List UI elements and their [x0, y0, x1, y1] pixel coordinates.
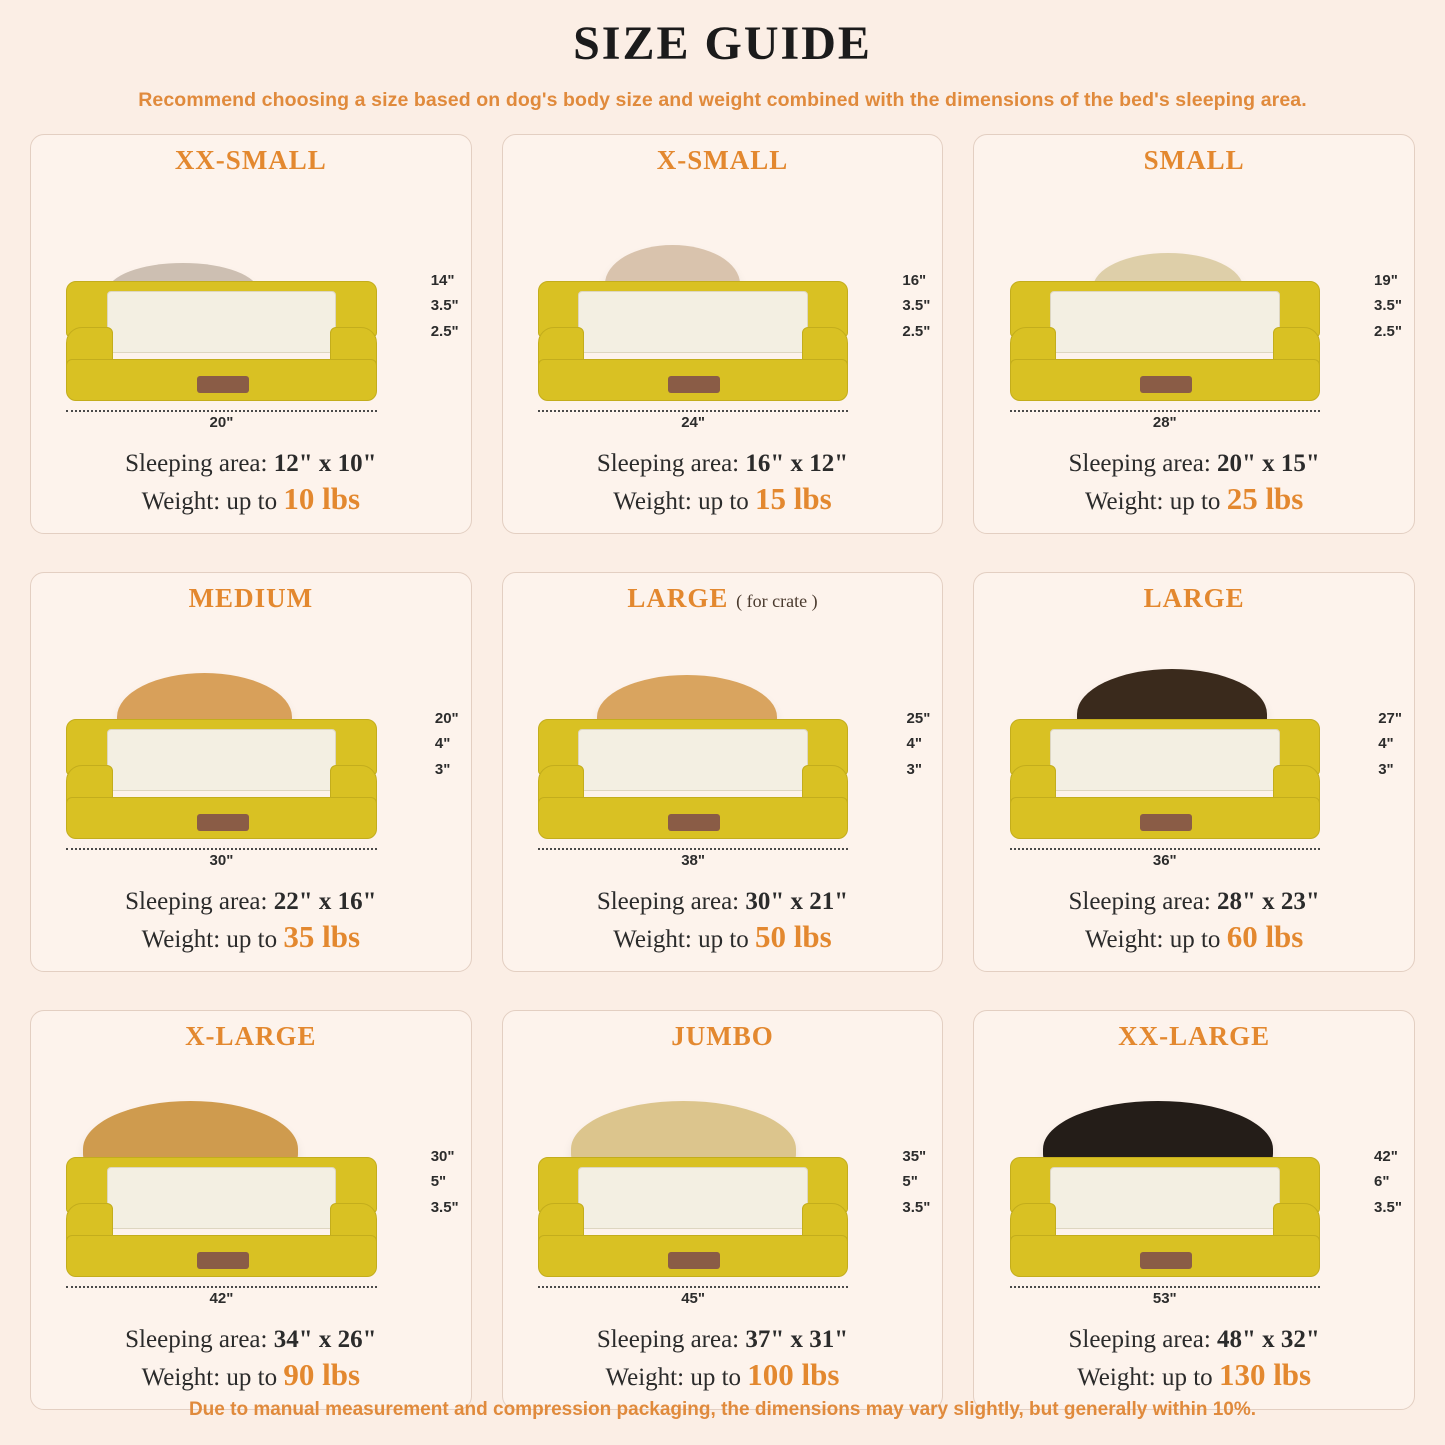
weight-label: Weight:	[1077, 1363, 1162, 1391]
bed-illustration	[41, 183, 461, 447]
page-title: SIZE GUIDE	[573, 17, 872, 70]
vertical-dimensions	[431, 1149, 459, 1226]
weight-line	[41, 481, 461, 517]
size-name: SMALL	[1143, 144, 1245, 175]
sleeping-area-label: Sleeping area:	[125, 1326, 274, 1354]
weight-label: Weight:	[141, 925, 227, 953]
weight-up-to: up to	[690, 1363, 748, 1391]
sleeping-area-label: Sleeping area:	[125, 450, 274, 478]
bed-sleeping-surface	[578, 1167, 808, 1229]
dim-back: 3.5"	[430, 297, 459, 315]
dim-height: 16"	[902, 271, 927, 289]
sleeping-area-line	[513, 447, 933, 481]
size-specs	[984, 1323, 1404, 1399]
size-name: MEDIUM	[188, 582, 314, 613]
dim-base: 3.5"	[902, 1198, 931, 1216]
dim-back: 4"	[906, 735, 922, 753]
size-name: XX-SMALL	[174, 144, 327, 175]
dim-width: 20"	[209, 414, 234, 432]
size-specs	[41, 885, 461, 961]
brand-tag	[197, 376, 249, 393]
weight-value: 10 lbs	[283, 480, 361, 516]
sleeping-area-label: Sleeping area:	[1068, 450, 1218, 478]
dim-width: 53"	[1152, 1290, 1177, 1308]
size-card-title	[513, 1020, 933, 1057]
sleeping-area-label: Sleeping area:	[596, 450, 746, 478]
size-card-xx-large-8	[973, 1010, 1415, 1410]
dog-bed-graphic	[1010, 719, 1321, 839]
brand-tag	[668, 376, 720, 393]
width-dimension	[538, 410, 849, 431]
sleeping-area-line	[513, 1323, 933, 1357]
dim-base: 3"	[1378, 760, 1394, 778]
sleeping-area-line	[984, 447, 1404, 481]
dog-bed-graphic	[538, 281, 849, 401]
bed-illustration	[41, 1059, 461, 1323]
size-card-title	[984, 582, 1404, 619]
bed-sleeping-surface	[107, 291, 337, 353]
bed-sleeping-surface	[1050, 1167, 1280, 1229]
width-rule	[66, 1286, 377, 1288]
sleeping-area-value: 28" x 23"	[1217, 888, 1320, 916]
vertical-dimensions	[902, 273, 930, 350]
size-card-xx-small-0	[30, 134, 472, 534]
dog-bed-graphic	[1010, 281, 1321, 401]
sleeping-area-value: 12" x 10"	[273, 450, 377, 478]
bed-illustration	[513, 1059, 933, 1323]
size-name: LARGE	[627, 582, 729, 613]
width-dimension	[66, 1286, 377, 1307]
size-card-x-large-6	[30, 1010, 472, 1410]
dim-height: 14"	[430, 271, 455, 289]
width-dimension	[538, 1286, 849, 1307]
bed-sleeping-surface	[1050, 291, 1280, 353]
weight-value: 50 lbs	[755, 918, 832, 954]
vertical-dimensions	[435, 711, 459, 788]
dim-back: 3.5"	[902, 297, 931, 315]
dim-width: 38"	[681, 852, 706, 870]
size-card-title	[984, 144, 1404, 181]
brand-tag	[197, 814, 249, 831]
size-card-medium-3	[30, 572, 472, 972]
sleeping-area-line	[984, 1323, 1404, 1357]
size-specs	[984, 447, 1404, 523]
size-specs	[41, 447, 461, 523]
brand-tag	[197, 1252, 249, 1269]
dim-back: 4"	[434, 735, 451, 753]
dim-width: 42"	[209, 1290, 234, 1308]
brand-tag	[668, 814, 720, 831]
weight-line	[513, 481, 933, 517]
sleeping-area-value: 37" x 31"	[745, 1326, 849, 1354]
weight-label: Weight:	[613, 925, 699, 953]
weight-value: 100 lbs	[747, 1356, 840, 1392]
sleeping-area-line	[513, 885, 933, 919]
weight-line	[41, 919, 461, 955]
size-specs	[513, 1323, 933, 1399]
vertical-dimensions	[1374, 273, 1402, 350]
sleeping-area-label: Sleeping area:	[1068, 1326, 1218, 1354]
width-rule	[538, 410, 849, 412]
bed-illustration	[984, 183, 1404, 447]
size-card-x-small-1	[502, 134, 944, 534]
weight-line	[984, 481, 1404, 517]
sleeping-area-line	[41, 885, 461, 919]
size-card-grid	[24, 134, 1421, 1410]
weight-label: Weight:	[1084, 487, 1170, 515]
dim-base: 2.5"	[430, 322, 459, 340]
dim-back: 6"	[1374, 1173, 1390, 1191]
weight-up-to: up to	[698, 487, 756, 515]
brand-tag	[1140, 376, 1192, 393]
brand-tag	[1140, 814, 1192, 831]
bed-sleeping-surface	[578, 729, 808, 791]
dim-width: 24"	[681, 414, 706, 432]
dim-base: 3"	[906, 760, 922, 778]
dim-base: 3"	[434, 760, 451, 778]
size-name: X-LARGE	[185, 1020, 317, 1051]
bed-sleeping-surface	[107, 1167, 337, 1229]
size-name: XX-LARGE	[1118, 1020, 1271, 1051]
size-specs	[984, 885, 1404, 961]
size-name: JUMBO	[671, 1020, 774, 1051]
weight-value: 90 lbs	[283, 1356, 361, 1392]
size-note: ( for crate )	[736, 590, 818, 611]
weight-up-to: up to	[226, 487, 284, 515]
weight-value: 130 lbs	[1218, 1356, 1312, 1392]
sleeping-area-value: 16" x 12"	[745, 450, 849, 478]
sleeping-area-label: Sleeping area:	[1068, 888, 1218, 916]
width-dimension	[538, 848, 849, 869]
brand-tag	[668, 1252, 720, 1269]
weight-line	[984, 919, 1404, 955]
dim-back: 4"	[1378, 735, 1394, 753]
bed-illustration	[513, 183, 933, 447]
sleeping-area-label: Sleeping area:	[125, 888, 274, 916]
dim-back: 5"	[430, 1173, 447, 1191]
width-rule	[1010, 410, 1321, 412]
weight-label: Weight:	[141, 487, 227, 515]
sleeping-area-line	[41, 447, 461, 481]
width-rule	[538, 848, 849, 850]
dim-height: 42"	[1374, 1147, 1398, 1165]
sleeping-area-label: Sleeping area:	[596, 888, 746, 916]
bed-illustration	[41, 621, 461, 885]
width-dimension	[1010, 410, 1321, 431]
sleeping-area-label: Sleeping area:	[596, 1326, 746, 1354]
bed-illustration	[984, 621, 1404, 885]
weight-value: 25 lbs	[1226, 480, 1304, 516]
vertical-dimensions	[907, 711, 931, 788]
weight-value: 15 lbs	[755, 480, 832, 516]
dim-base: 3.5"	[1374, 1198, 1402, 1216]
dog-bed-graphic	[538, 1157, 849, 1277]
weight-up-to: up to	[1169, 925, 1227, 953]
size-card-large-5	[973, 572, 1415, 972]
size-card-title	[984, 1020, 1404, 1057]
weight-line	[41, 1357, 461, 1393]
vertical-dimensions	[1374, 1149, 1402, 1226]
dim-height: 19"	[1374, 271, 1398, 289]
weight-line	[984, 1357, 1404, 1393]
width-dimension	[1010, 1286, 1321, 1307]
dim-width: 30"	[209, 852, 234, 870]
size-specs	[513, 885, 933, 961]
weight-label: Weight:	[605, 1363, 691, 1391]
width-dimension	[66, 410, 377, 431]
dog-bed-graphic	[66, 719, 377, 839]
weight-up-to: up to	[226, 925, 284, 953]
size-card-large-4	[502, 572, 944, 972]
dog-bed-graphic	[1010, 1157, 1321, 1277]
weight-line	[513, 919, 933, 955]
dim-height: 27"	[1378, 709, 1402, 727]
size-card-title	[41, 582, 461, 619]
size-card-title	[41, 1020, 461, 1057]
size-card-title	[513, 582, 933, 619]
size-card-title	[41, 144, 461, 181]
width-rule	[66, 410, 377, 412]
sleeping-area-value: 30" x 21"	[745, 888, 849, 916]
weight-up-to: up to	[698, 925, 756, 953]
dim-width: 28"	[1152, 414, 1177, 432]
size-card-small-2	[973, 134, 1415, 534]
brand-tag	[1140, 1252, 1192, 1269]
sleeping-area-value: 48" x 32"	[1217, 1326, 1320, 1354]
vertical-dimensions	[431, 273, 459, 350]
width-rule	[66, 848, 377, 850]
weight-up-to: up to	[1161, 1363, 1219, 1391]
dim-width: 36"	[1152, 852, 1177, 870]
dog-bed-graphic	[538, 719, 849, 839]
vertical-dimensions	[902, 1149, 930, 1226]
dog-bed-graphic	[66, 281, 377, 401]
sleeping-area-value: 20" x 15"	[1217, 450, 1320, 478]
dim-height: 25"	[906, 709, 931, 727]
width-dimension	[66, 848, 377, 869]
dim-height: 20"	[434, 709, 459, 727]
weight-value: 60 lbs	[1226, 918, 1304, 954]
weight-label: Weight:	[1084, 925, 1170, 953]
size-specs	[513, 447, 933, 523]
weight-up-to: up to	[226, 1363, 284, 1391]
bed-sleeping-surface	[578, 291, 808, 353]
weight-line	[513, 1357, 933, 1393]
bed-sleeping-surface	[107, 729, 337, 791]
vertical-dimensions	[1378, 711, 1402, 788]
page-subtitle: Recommend choosing a size based on dog's body size and weight combined with the dimensions of the bed's sleeping area.	[138, 88, 1307, 111]
bed-sleeping-surface	[1050, 729, 1280, 791]
sleeping-area-line	[41, 1323, 461, 1357]
dim-base: 2.5"	[902, 322, 931, 340]
dim-base: 3.5"	[430, 1198, 459, 1216]
width-dimension	[1010, 848, 1321, 869]
sleeping-area-line	[984, 885, 1404, 919]
weight-label: Weight:	[613, 487, 699, 515]
size-name: X-SMALL	[656, 144, 789, 175]
bed-illustration	[513, 621, 933, 885]
dim-back: 5"	[902, 1173, 918, 1191]
weight-up-to: up to	[1169, 487, 1227, 515]
dim-height: 35"	[902, 1147, 927, 1165]
sleeping-area-value: 22" x 16"	[273, 888, 377, 916]
size-specs	[41, 1323, 461, 1399]
dog-bed-graphic	[66, 1157, 377, 1277]
dim-base: 2.5"	[1374, 322, 1402, 340]
width-rule	[538, 1286, 849, 1288]
width-rule	[1010, 848, 1321, 850]
dim-height: 30"	[430, 1147, 455, 1165]
size-card-title	[513, 144, 933, 181]
size-name: LARGE	[1143, 582, 1245, 613]
dim-width: 45"	[681, 1290, 706, 1308]
footer-note: Due to manual measurement and compression packaging, the dimensions may vary slightly, but generally within 10%.	[188, 1399, 1257, 1420]
weight-value: 35 lbs	[283, 918, 361, 954]
sleeping-area-value: 34" x 26"	[273, 1326, 377, 1354]
bed-illustration	[984, 1059, 1404, 1323]
dim-back: 3.5"	[1374, 297, 1402, 315]
weight-label: Weight:	[141, 1363, 227, 1391]
size-card-jumbo-7	[502, 1010, 944, 1410]
width-rule	[1010, 1286, 1321, 1288]
